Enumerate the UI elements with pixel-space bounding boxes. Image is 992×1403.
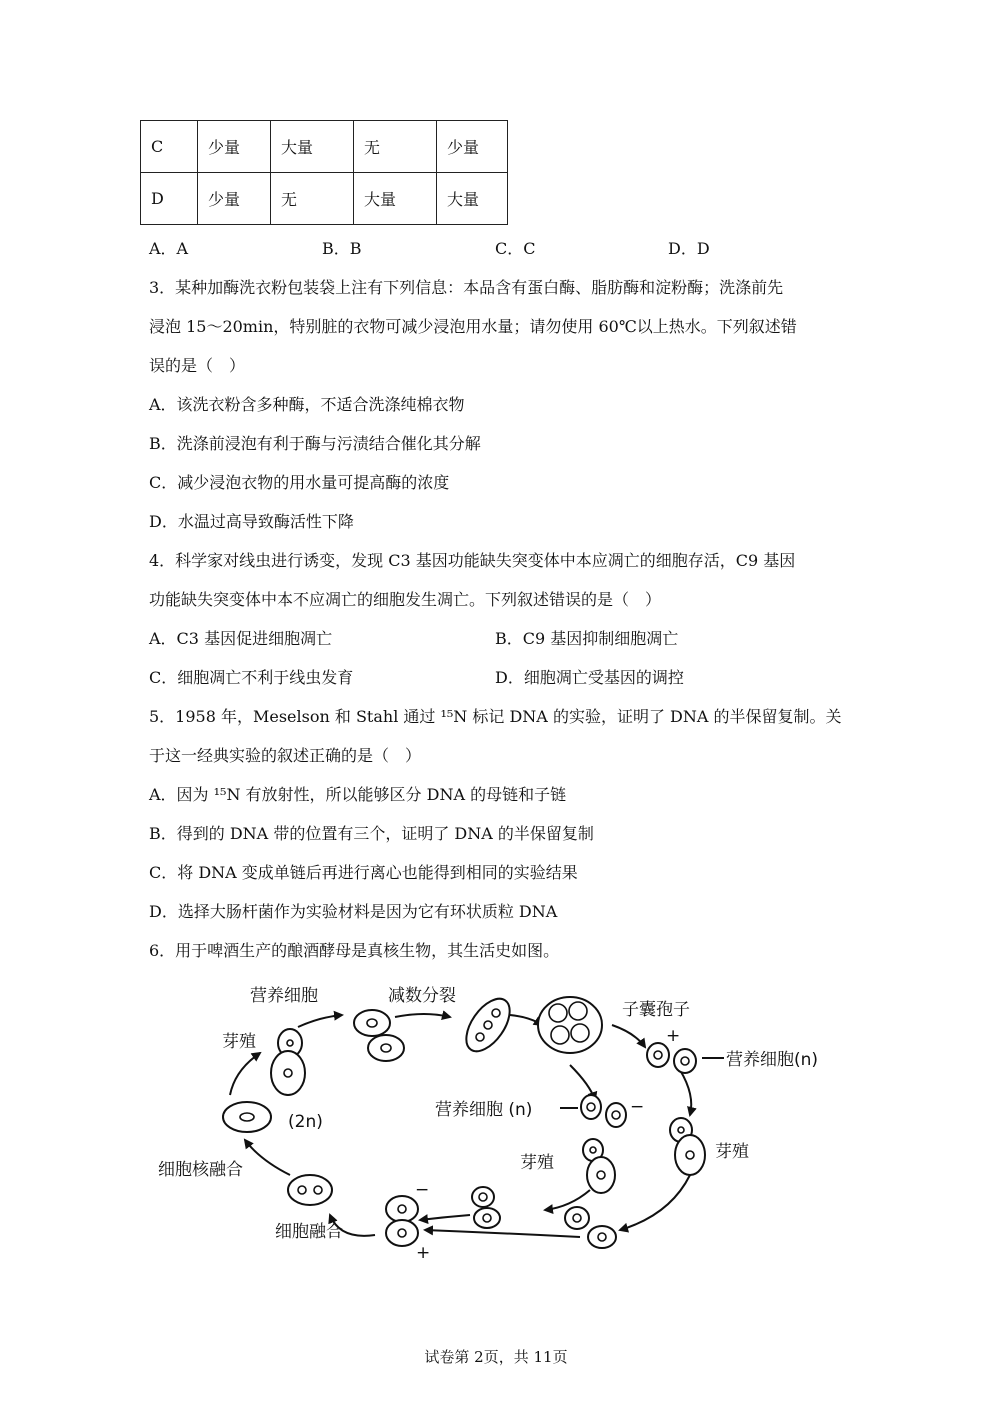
q5-option-c: C．将 DNA 变成单链后再进行离心也能得到相同的实验结果 [149,863,578,882]
label-budding-mid: 芽殖 [520,1153,554,1173]
table-cell: 少量 [198,173,271,225]
label-vegetative-top: 营养细胞 [250,986,318,1006]
table-cell: 大量 [437,173,508,225]
q3-option-b: B．洗涤前浸泡有利于酶与污渍结合催化其分解 [149,434,481,453]
page-footer: 试卷第 2页，共 11页 [424,1348,568,1366]
arrow-diploid-to-budding [230,1053,260,1095]
arrow-plus-spore-down [680,1070,691,1115]
table-cell: 无 [354,121,437,173]
q2-option-b: B．B [322,239,362,258]
q3-option-a: A．该洗衣粉含多种酶，不适合洗涤纯棉衣物 [149,395,465,414]
arrow-to-meiosis [395,1014,450,1017]
table-cell: D [141,173,198,225]
table-cell: 无 [271,173,354,225]
label-vegetative-n-mid: 营养细胞 (n) [435,1100,533,1120]
mating-type-minus-mid: − [630,1097,645,1117]
arrow-right-budding-down [620,1175,690,1230]
q5-option-d: D．选择大肠杆菌作为实验材料是因为它有环状质粒 DNA [149,902,558,921]
q3-stem-line: 误的是（ ） [149,356,246,375]
q4-stem-line: 4．科学家对线虫进行诱变，发现 C3 基因功能缺失突变体中本应凋亡的细胞存活，C9 基因 [149,551,796,570]
table-row [141,121,508,173]
q4-stem-line: 功能缺失突变体中本不应凋亡的细胞发生凋亡。下列叙述错误的是（ ） [149,590,662,609]
q2-option-a: A．A [149,239,189,258]
mating-type-plus-right: + [666,1026,681,1046]
label-vegetative-n-right: 营养细胞(n) [726,1050,819,1070]
arrow-budding-to-vegetative [298,1015,342,1027]
table-cell: 少量 [437,121,508,173]
q4-option-b: B．C9 基因抑制细胞凋亡 [495,629,679,648]
q3-stem-line: 3．某种加酶洗衣粉包装袋上注有下列信息：本品含有蛋白酶、脂肪酶和淀粉酶；洗涤前先 [149,278,784,297]
label-plasmogamy: 细胞融合 [275,1222,343,1242]
q2-option-d: D．D [668,239,710,258]
table-cell: C [141,121,198,173]
mating-type-plus-fusion: + [416,1243,431,1263]
label-budding-right: 芽殖 [715,1142,749,1162]
table-cell: 大量 [354,173,437,225]
arrow-karyogamy-to-diploid [245,1140,290,1175]
q5-stem-line: 5．1958 年，Meselson 和 Stahl 通过 ¹⁵N 标记 DNA 的实验，证明了 DNA 的半保留复制。关 [149,707,842,726]
arrow-to-fusion-upper [420,1215,470,1220]
q3-stem-line: 浸泡 15～20min，特别脏的衣物可减少浸泡用水量；请勿使用 60℃以上热水。下列叙述错 [149,317,797,336]
yeast-life-cycle-diagram [150,975,850,1265]
q6-stem: 6．用于啤酒生产的酿酒酵母是真核生物，其生活史如图。 [149,941,560,960]
arrow-to-fusion-lower [425,1230,580,1237]
q3-option-c: C．减少浸泡衣物的用水量可提高酶的浓度 [149,473,450,492]
table-cell: 大量 [271,121,354,173]
q4-option-a: A．C3 基因促进细胞凋亡 [149,629,333,648]
arrow-mid-budding-down [545,1190,590,1210]
table-row [141,173,508,225]
label-meiosis: 减数分裂 [388,986,456,1006]
table-cell: 少量 [198,121,271,173]
label-budding-left: 芽殖 [222,1032,256,1052]
label-2n: (2n) [288,1112,323,1132]
option-table [140,120,508,225]
q3-option-d: D．水温过高导致酶活性下降 [149,512,354,531]
label-karyogamy: 细胞核融合 [158,1160,243,1180]
label-ascospore: 子囊孢子 [622,1000,690,1020]
q4-option-d: D．细胞凋亡受基因的调控 [495,668,684,687]
q2-option-c: C．C [495,239,536,258]
q4-option-c: C．细胞凋亡不利于线虫发育 [149,668,354,687]
arrow-ascus-release [612,1025,645,1047]
q5-option-b: B．得到的 DNA 带的位置有三个，证明了 DNA 的半保留复制 [149,824,594,843]
q5-option-a: A．因为 ¹⁵N 有放射性，所以能够区分 DNA 的母链和子链 [149,785,567,804]
mating-type-minus-fusion: − [415,1180,430,1200]
q5-stem-line: 于这一经典实验的叙述正确的是（ ） [149,746,422,765]
